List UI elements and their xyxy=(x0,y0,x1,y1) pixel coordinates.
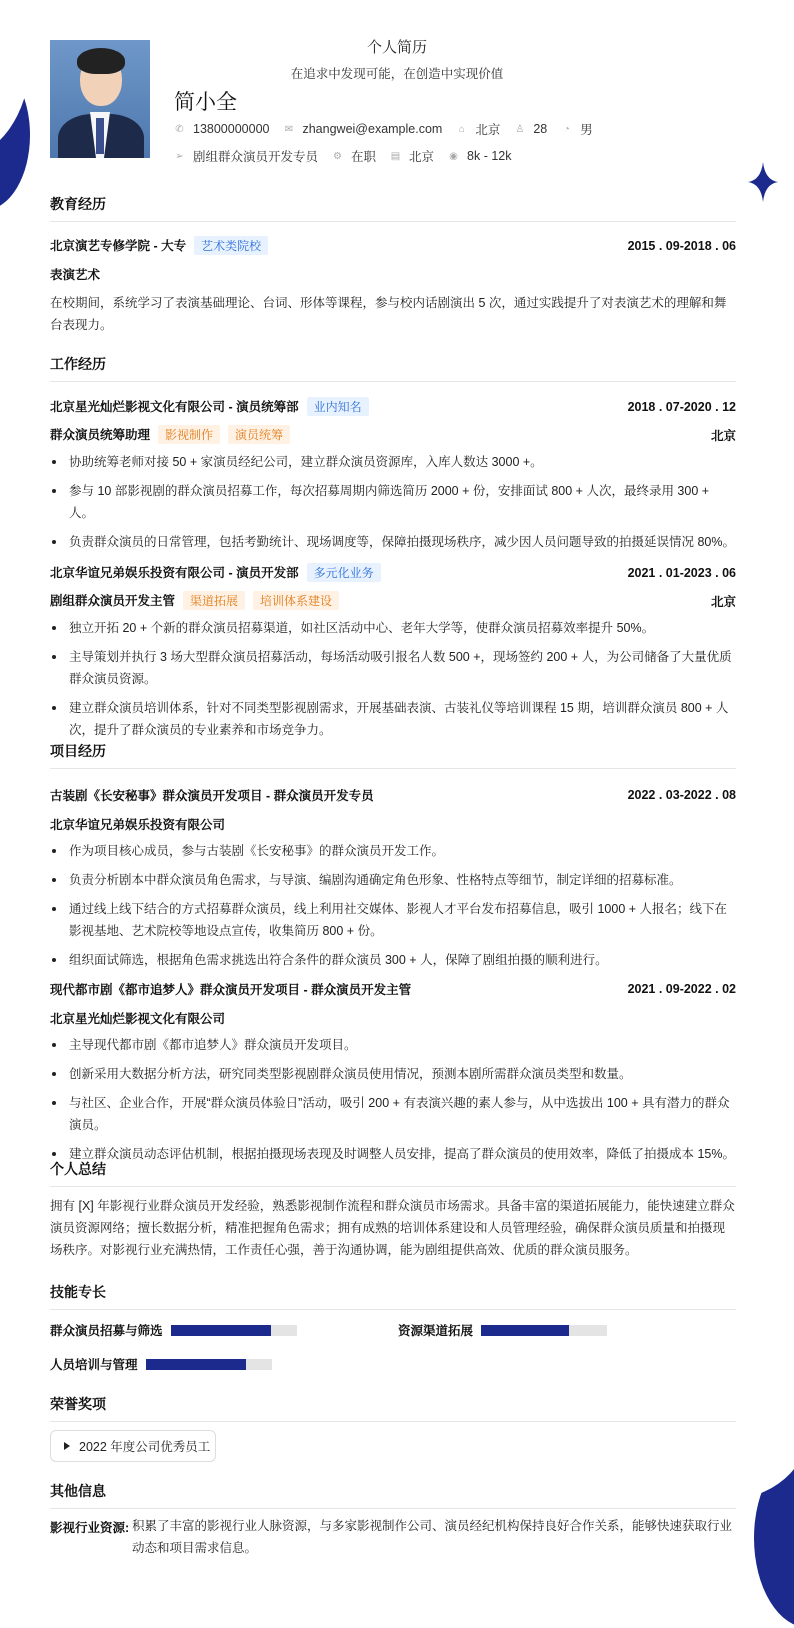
education-desc: 在校期间，系统学习了表演基础理论、台词、形体等课程，参与校内话剧演出 5 次，通过实践提升了对表演艺术的理解和舞台表现力。 xyxy=(50,296,727,332)
document-title: 个人简历 xyxy=(366,39,427,56)
list-item: 通过线上线下结合的方式招募群众演员，线上利用社交媒体、影视人才平台发布招募信息，吸引 1000 + 人报名；线下在影视基地、艺术院校等地设点宣传，收集简历 800 + 份。 xyxy=(50,898,736,942)
section-title: 荣誉奖项 xyxy=(50,1394,736,1422)
project-bullets xyxy=(50,840,736,971)
section-title: 其他信息 xyxy=(50,1481,736,1509)
project-company: 北京星光灿烂影视文化有限公司 xyxy=(50,1012,226,1026)
phone-info: ✆ 13800000000 xyxy=(175,122,270,136)
job-header: 北京华谊兄弟娱乐投资有限公司 - 演员开发部 多元化业务 2021 . 01-2023 . 06 xyxy=(50,563,736,582)
honors-section xyxy=(50,1394,736,1422)
phone-icon: ✆ xyxy=(175,123,184,135)
list-item: 负责分析剧本中群众演员角色需求，与导演、编剧沟通确定角色形象、性格特点等细节，制定详细的招募标准。 xyxy=(50,869,736,891)
skills-section xyxy=(50,1282,736,1310)
section-title: 技能专长 xyxy=(50,1282,736,1310)
list-item: 主导策划并执行 3 场大型群众演员招募活动，每场活动吸引报名人数 500 +，现场签约 200 + 人，为公司储备了大量优质群众演员资源。 xyxy=(50,646,736,690)
salary-icon: ◉ xyxy=(449,150,458,162)
list-item: 与社区、企业合作，开展“群众演员体验日”活动，吸引 200 + 有表演兴趣的素人参与，从中选拔出 100 + 具有潜力的群众演员。 xyxy=(50,1092,736,1136)
list-item: 组织面试筛选，根据角色需求挑选出符合条件的群众演员 300 + 人，保障了剧组拍摄的顺利进行。 xyxy=(50,949,736,971)
skill-bar xyxy=(481,1325,607,1336)
company-tag: 业内知名 xyxy=(307,397,369,416)
role-tag: 培训体系建设 xyxy=(253,591,339,610)
job-header: 北京星光灿烂影视文化有限公司 - 演员统筹部 业内知名 2018 . 07-2020 . 12 xyxy=(50,397,736,416)
section-title: 项目经历 xyxy=(50,741,736,769)
list-item: 作为项目核心成员，参与古装剧《长安秘事》的群众演员开发工作。 xyxy=(50,840,736,862)
profile-photo xyxy=(50,40,150,158)
project-date: 2021 . 09-2022 . 02 xyxy=(627,982,736,996)
role-tag: 渠道拓展 xyxy=(183,591,245,610)
gender-icon: ◔ xyxy=(563,123,570,135)
list-item: 建立群众演员动态评估机制，根据拍摄现场表现及时调整人员安排，提高了群众演员的使用效率，降低了拍摄成本 15%。 xyxy=(50,1143,736,1165)
gender-info: ◔ 男 xyxy=(561,120,593,138)
section-title: 工作经历 xyxy=(50,354,736,382)
skill-bar xyxy=(146,1359,272,1370)
skill-bar xyxy=(171,1325,297,1336)
project-header: 古装剧《长安秘事》群众演员开发项目 - 群众演员开发专员 2022 . 03-2022 . 08 xyxy=(50,788,736,803)
home-icon: ⌂ xyxy=(458,123,465,135)
section-title: 教育经历 xyxy=(50,194,736,222)
job-role: 群众演员统筹助理 影视制作 演员统筹 北京 xyxy=(50,425,736,444)
award-item[interactable]: 2022 年度公司优秀员工 xyxy=(50,1430,216,1462)
education-row: 北京演艺专修学院 - 大专 艺术类院校 2015 . 09-2018 . 06 xyxy=(50,236,736,255)
sparkle-icon xyxy=(748,162,778,202)
summary-section xyxy=(50,1159,736,1261)
project-date: 2022 . 03-2022 . 08 xyxy=(627,788,736,802)
motto: 在追求中发现可能，在创造中实现价值 xyxy=(290,67,504,81)
building-icon: ▤ xyxy=(390,150,401,162)
contact-row xyxy=(174,120,607,138)
school-tag: 艺术类院校 xyxy=(194,236,268,255)
major: 表演艺术 xyxy=(50,268,101,282)
city-info: ⌂ 北京 xyxy=(456,120,500,138)
caret-right-icon xyxy=(64,1442,70,1450)
job-date: 2021 . 01-2023 . 06 xyxy=(627,565,736,580)
job-intent-row xyxy=(174,147,526,165)
position-info: ➢ 剧组群众演员开发专员 xyxy=(175,150,319,164)
job-role: 剧组群众演员开发主管 渠道拓展 培训体系建设 北京 xyxy=(50,591,736,610)
job-city: 北京 xyxy=(710,428,736,443)
status-info: ⚙ 在职 xyxy=(333,150,377,164)
other-text: 积累了丰富的影视行业人脉资源，与多家影视制作公司、演员经纪机构保持良好合作关系，能够快速获取行业动态和项目需求信息。 xyxy=(132,1519,733,1555)
job-bullets xyxy=(50,617,736,741)
project-bullets xyxy=(50,1034,736,1165)
age-info: ♙ 28 xyxy=(515,122,548,136)
education-section xyxy=(50,194,736,336)
candidate-name: 简小全 xyxy=(174,91,237,114)
list-item: 协助统筹老师对接 50 + 家演员经纪公司，建立群众演员资源库，入库人数达 3000 +。 xyxy=(50,451,736,473)
age-icon: ♙ xyxy=(515,123,525,135)
list-item: 负责群众演员的日常管理，包括考勤统计、现场调度等，保障拍摄现场秩序，减少因人员问题导致的拍摄延误情况 80%。 xyxy=(50,531,736,553)
other-label: 影视行业资源: xyxy=(50,1521,130,1535)
work-section xyxy=(50,354,736,748)
gear-icon: ⚙ xyxy=(333,150,342,162)
projects-section xyxy=(50,741,736,1172)
other-section xyxy=(50,1481,736,1509)
job-date: 2018 . 07-2020 . 12 xyxy=(627,399,736,414)
job-bullets xyxy=(50,451,736,553)
company-tag: 多元化业务 xyxy=(307,563,381,582)
list-item: 创新采用大数据分析方法，研究同类型影视剧群众演员使用情况，预测本剧所需群众演员类型和数量。 xyxy=(50,1063,736,1085)
list-item: 参与 10 部影视剧的群众演员招募工作，每次招募周期内筛选简历 2000 + 份，安排面试 800 + 人次，最终录用 300 + 人。 xyxy=(50,480,736,524)
job-city: 北京 xyxy=(710,594,736,609)
salary-info: ◉ 8k - 12k xyxy=(449,149,512,163)
resume-header xyxy=(50,0,744,180)
send-icon: ➢ xyxy=(175,150,184,162)
resume-page xyxy=(50,0,744,1555)
role-tag: 演员统筹 xyxy=(228,425,290,444)
education-date: 2015 . 09-2018 . 06 xyxy=(627,238,736,253)
expected-city-info: ▤ 北京 xyxy=(390,150,435,164)
skill-item: 人员培训与管理 xyxy=(50,1355,272,1373)
list-item: 独立开拓 20 + 个新的群众演员招募渠道，如社区活动中心、老年大学等，使群众演员招募效率提升 50%。 xyxy=(50,617,736,639)
role-tag: 影视制作 xyxy=(158,425,220,444)
section-title: 个人总结 xyxy=(50,1159,736,1187)
mail-icon: ✉ xyxy=(284,123,294,135)
list-item: 主导现代都市剧《都市追梦人》群众演员开发项目。 xyxy=(50,1034,736,1056)
email-info: ✉ zhangwei@example.com xyxy=(284,122,443,136)
project-company: 北京华谊兄弟娱乐投资有限公司 xyxy=(50,818,226,832)
skill-item: 资源渠道拓展 xyxy=(398,1321,607,1339)
project-header: 现代都市剧《都市追梦人》群众演员开发项目 - 群众演员开发主管 2021 . 09-2022 . 02 xyxy=(50,982,736,997)
list-item: 建立群众演员培训体系，针对不同类型影视剧需求，开展基础表演、古装礼仪等培训课程 15 期，培训群众演员 800 + 人次，提升了群众演员的专业素养和市场竞争力。 xyxy=(50,697,736,741)
skill-item: 群众演员招募与筛选 xyxy=(50,1321,297,1339)
summary-text: 拥有 [X] 年影视行业群众演员开发经验，熟悉影视制作流程和群众演员市场需求。具备丰富的渠道拓展能力，能快速建立群众演员资源网络；擅长数据分析，精准把握角色需求；拥有成熟的培训体系建设和人员管理经验，确保群众演员质量和拍摄现场秩序。对影视行业充满热情，工作责任心强，善于沟通协调，能为剧组提供高效、优质的群众演员服务。 xyxy=(50,1199,735,1257)
